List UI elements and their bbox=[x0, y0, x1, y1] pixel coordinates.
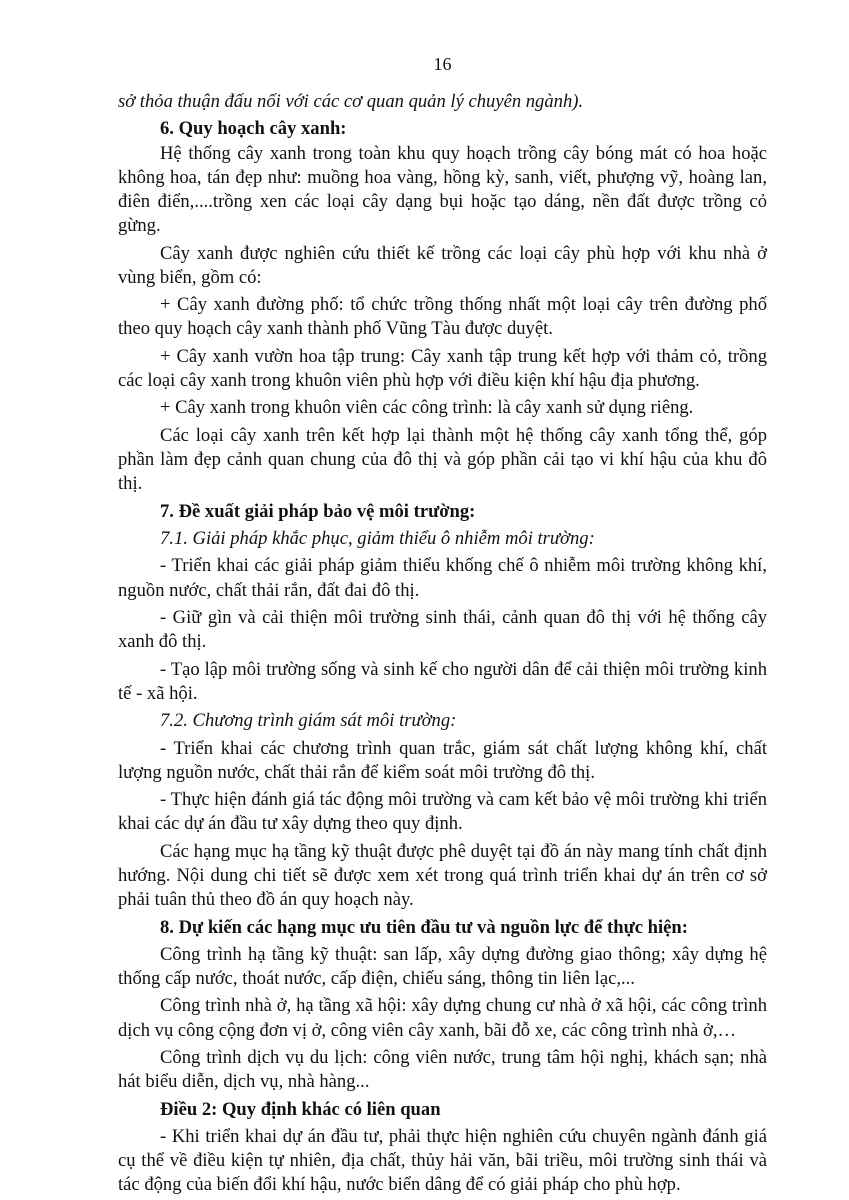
paragraph-continuation: sở thỏa thuận đấu nối với các cơ quan quản lý chuyên ngành). bbox=[118, 91, 584, 112]
paragraph: - Khi triển khai dự án đầu tư, phải thực hiện nghiên cứu chuyên ngành đánh giá cụ thể về điều kiện tự nhiên, địa chất, thủy hải văn, bãi triều, môi trường sinh thái và tác động của biến đổi khí hậu, nước biển dâng để có giải pháp cho phù hợp. bbox=[118, 1126, 767, 1196]
paragraph: Cây xanh được nghiên cứu thiết kế trồng các loại cây phù hợp với khu nhà ở vùng biển, gồm có: bbox=[118, 242, 767, 288]
document-body bbox=[118, 90, 767, 1198]
page-number: 16 bbox=[433, 54, 452, 74]
paragraph: - Giữ gìn và cải thiện môi trường sinh thái, cảnh quan đô thị với hệ thống cây xanh đô thị. bbox=[118, 606, 767, 653]
subsection-heading-7-2: 7.2. Chương trình giám sát môi trường: bbox=[160, 710, 457, 732]
paragraph: - Triển khai các chương trình quan trắc, giám sát chất lượng không khí, chất lượng nguồn nước, chất thải rắn để kiểm soát môi trường đô thị. bbox=[118, 737, 767, 783]
paragraph: + Cây xanh vườn hoa tập trung: Cây xanh tập trung kết hợp với thảm cỏ, trồng các loại cây xanh trong khuôn viên phù hợp với điều kiện khí hậu địa phương. bbox=[118, 345, 767, 391]
paragraph: Công trình nhà ở, hạ tầng xã hội: xây dựng chung cư nhà ở xã hội, các công trình dịch vụ công cộng đơn vị ở, công viên cây xanh, bãi đỗ xe, các công trình nhà ở,… bbox=[118, 995, 767, 1041]
paragraph: - Tạo lập môi trường sống và sinh kế cho người dân để cải thiện môi trường kinh tế - xã hội. bbox=[118, 658, 767, 704]
paragraph: - Thực hiện đánh giá tác động môi trường và cam kết bảo vệ môi trường khi triển khai các dự án đầu tư xây dựng theo quy định. bbox=[118, 789, 767, 835]
paragraph: Công trình hạ tầng kỹ thuật: san lấp, xây dựng đường giao thông; xây dựng hệ thống cấp nước, thoát nước, cấp điện, chiếu sáng, thông tin liên lạc,... bbox=[118, 943, 767, 990]
paragraph: Công trình dịch vụ du lịch: công viên nước, trung tâm hội nghị, khách sạn; nhà hát biểu diễn, dịch vụ, nhà hàng... bbox=[118, 1047, 767, 1093]
section-heading-8: 8. Dự kiến các hạng mục ưu tiên đầu tư và nguồn lực để thực hiện: bbox=[160, 916, 688, 938]
section-heading-7: 7. Đề xuất giải pháp bảo vệ môi trường: bbox=[160, 500, 476, 522]
article-heading-dieu-2: Điều 2: Quy định khác có liên quan bbox=[160, 1098, 441, 1120]
paragraph: Các hạng mục hạ tầng kỹ thuật được phê duyệt tại đồ án này mang tính chất định hướng. Nội dung chi tiết sẽ được xem xét trong quá trình triển khai dự án trên cơ sở phải tuân thủ theo đồ án quy hoạch này. bbox=[118, 840, 767, 911]
paragraph: - Triển khai các giải pháp giảm thiểu khống chế ô nhiễm môi trường không khí, nguồn nước, chất thải rắn, đất đai đô thị. bbox=[118, 555, 767, 601]
paragraph: + Cây xanh đường phố: tổ chức trồng thống nhất một loại cây trên đường phố theo quy hoạch cây xanh thành phố Vũng Tàu được duyệt. bbox=[118, 294, 767, 340]
paragraph: Hệ thống cây xanh trong toàn khu quy hoạch trồng cây bóng mát có hoa hoặc không hoa, tán đẹp như: muồng hoa vàng, hồng kỳ, sanh, viết, phượng vỹ, hoàng lan, điên điển,....trồng xen các loại cây dạng bụi hoặc tạo dáng, nền đất được trồng cỏ gừng. bbox=[118, 142, 767, 237]
paragraph: + Cây xanh trong khuôn viên các công trình: là cây xanh sử dụng riêng. bbox=[160, 397, 694, 419]
paragraph: Các loại cây xanh trên kết hợp lại thành một hệ thống cây xanh tổng thể, góp phần làm đẹp cảnh quan chung của đô thị và góp phần cải tạo vi khí hậu của khu đô thị. bbox=[118, 424, 767, 495]
subsection-heading-7-1: 7.1. Giải pháp khắc phục, giảm thiểu ô nhiễm môi trường: bbox=[160, 527, 595, 549]
section-heading-6: 6. Quy hoạch cây xanh: bbox=[160, 118, 347, 140]
